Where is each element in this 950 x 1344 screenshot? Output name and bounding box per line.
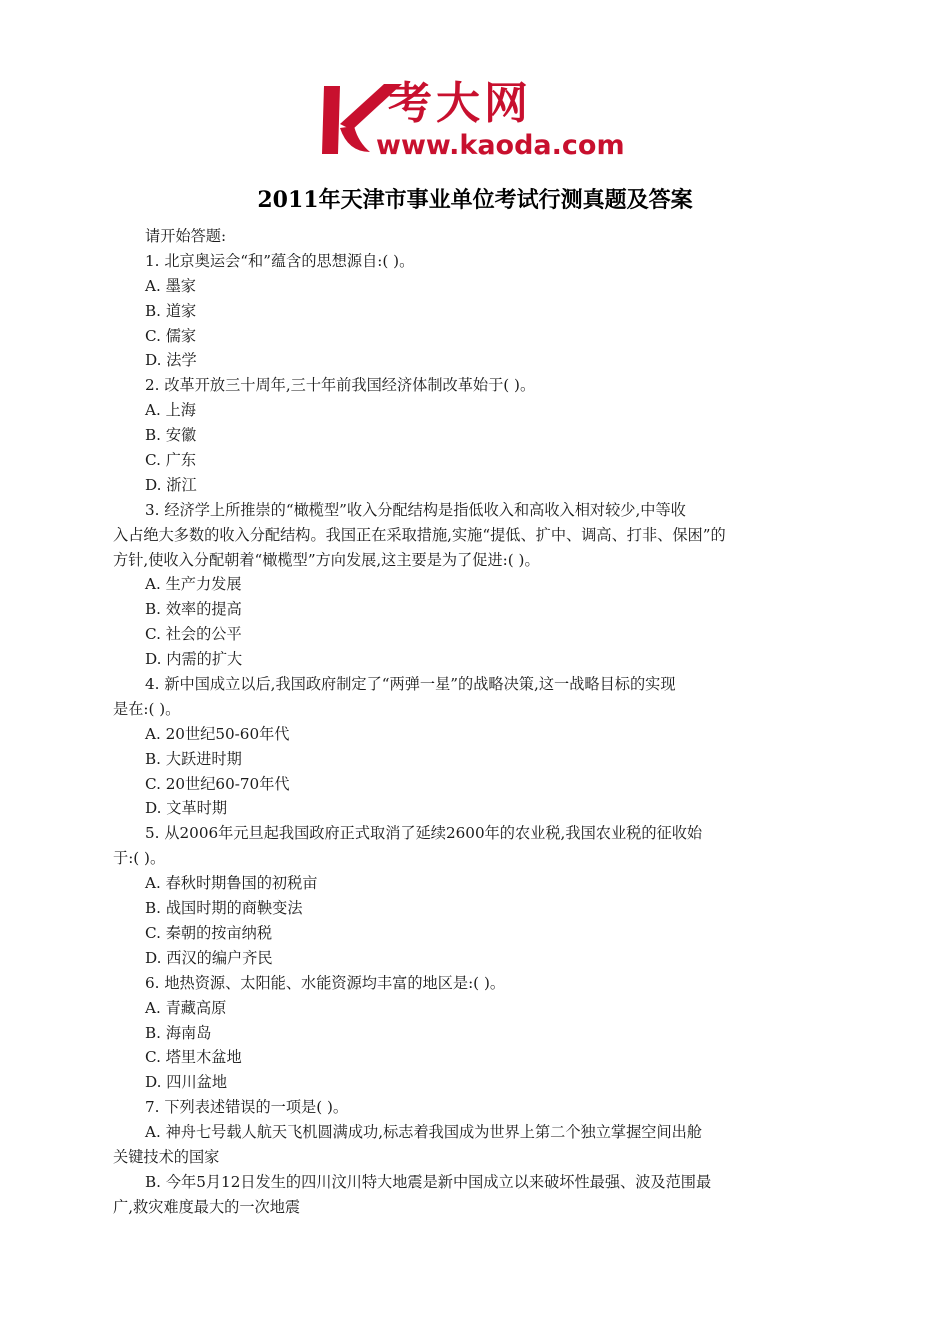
- question-5-continued: 于:( )。: [113, 849, 166, 868]
- option-a: A. 上海: [145, 401, 196, 420]
- option-d: D. 四川盆地: [145, 1073, 228, 1092]
- option-b-continued: 广,救灾难度最大的一次地震: [113, 1197, 301, 1216]
- question-6: 6. 地热资源、太阳能、水能资源均丰富的地区是:( )。: [145, 973, 506, 992]
- question-3: 3. 经济学上所推崇的“橄榄型”收入分配结构是指低收入和高收入相对较少,中等收: [145, 500, 686, 519]
- option-d: D. 内需的扩大: [145, 650, 243, 669]
- option-c: C. 儒家: [145, 326, 197, 345]
- logo-title: 考大网: [388, 78, 532, 129]
- option-b: B. 战国时期的商鞅变法: [145, 899, 303, 918]
- option-c: C. 秦朝的按亩纳税: [145, 923, 273, 942]
- option-a: A. 20世纪50-60年代: [145, 724, 290, 743]
- option-a: A. 墨家: [145, 276, 196, 295]
- option-b: B. 安徽: [145, 426, 197, 445]
- question-1: 1. 北京奥运会“和”蕴含的思想源自:( )。: [145, 251, 415, 270]
- question-7: 7. 下列表述错误的一项是( )。: [145, 1098, 349, 1117]
- option-d: D. 浙江: [145, 475, 197, 494]
- option-d: D. 文革时期: [145, 799, 228, 818]
- option-c: C. 广东: [145, 451, 197, 470]
- option-b: B. 海南岛: [145, 1023, 212, 1042]
- logo-url: www.kaoda.com: [376, 130, 625, 161]
- option-b: B. 今年5月12日发生的四川汶川特大地震是新中国成立以来破坏性最强、波及范围最: [145, 1172, 712, 1191]
- option-a: A. 青藏高原: [145, 998, 227, 1017]
- option-c: C. 20世纪60-70年代: [145, 774, 290, 793]
- option-c: C. 塔里木盆地: [145, 1048, 242, 1067]
- question-5: 5. 从2006年元旦起我国政府正式取消了延续2600年的农业税,我国农业税的征收始: [145, 824, 703, 843]
- option-b: B. 道家: [145, 301, 197, 320]
- question-4: 4. 新中国成立以后,我国政府制定了“两弹一星”的战略决策,这一战略目标的实现: [145, 675, 676, 694]
- question-3-continued: 方针,使收入分配朝着“橄榄型”方向发展,这主要是为了促进:( )。: [113, 550, 540, 569]
- option-b: B. 大跃进时期: [145, 749, 242, 768]
- kaoda-logo: [318, 78, 638, 164]
- document-body: [113, 224, 810, 1220]
- intro-line: 请开始答题:: [145, 227, 227, 245]
- option-a: A. 春秋时期鲁国的初税亩: [145, 874, 318, 893]
- question-2: 2. 改革开放三十周年,三十年前我国经济体制改革始于( )。: [145, 376, 536, 395]
- option-b: B. 效率的提高: [145, 600, 242, 619]
- option-a: A. 神舟七号载人航天飞机圆满成功,标志着我国成为世界上第二个独立掌握空间出舱: [145, 1123, 703, 1142]
- question-4-continued: 是在:( )。: [113, 699, 181, 718]
- option-d: D. 西汉的编户齐民: [145, 948, 273, 967]
- question-3-continued: 入占绝大多数的收入分配结构。我国正在采取措施,实施“提低、扩中、调高、打非、保困”的: [113, 525, 726, 544]
- option-d: D. 法学: [145, 351, 197, 370]
- option-c: C. 社会的公平: [145, 625, 242, 644]
- option-a: A. 生产力发展: [145, 575, 242, 594]
- option-a-continued: 关键技术的国家: [113, 1147, 220, 1166]
- document-title: 2011年天津市事业单位考试行测真题及答案: [257, 187, 693, 213]
